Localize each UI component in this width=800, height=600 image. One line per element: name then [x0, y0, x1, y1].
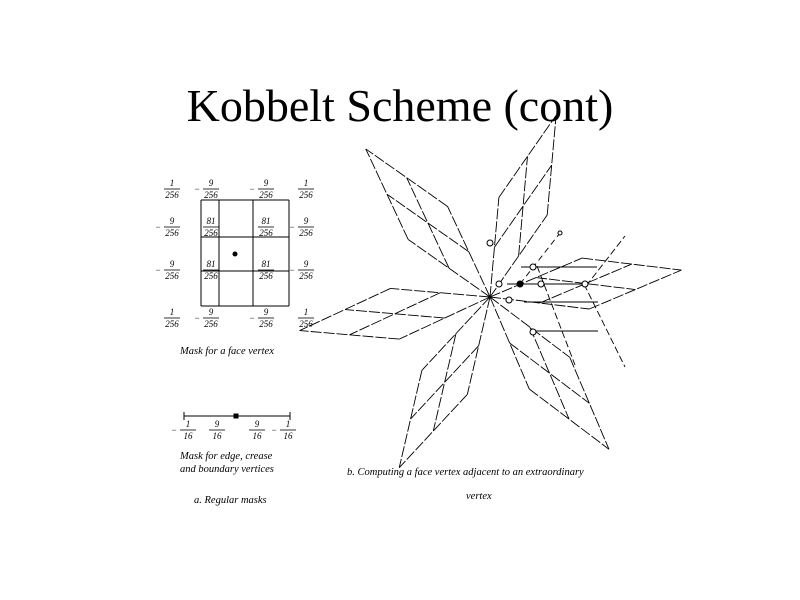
face-weight-14: [249, 307, 274, 329]
face-weight-7-sign: −: [288, 222, 296, 232]
face-mask-caption: Mask for a face vertex: [180, 346, 274, 357]
star-arm-4: [490, 115, 556, 297]
star-arm-1: [399, 297, 490, 468]
extraordinary-star-mesh: [300, 115, 682, 467]
face-weight-15-denominator: 256: [299, 319, 313, 329]
face-weight-3-denominator: 256: [299, 190, 313, 200]
face-weight-12: [164, 307, 180, 329]
edge-weight-0-denominator: 16: [183, 431, 193, 441]
regular-mesh-lines: [507, 233, 625, 367]
face-weight-6: [258, 216, 274, 238]
edge-weight-3-denominator: 16: [283, 431, 293, 441]
edge-weight-0-numerator: 1: [185, 419, 191, 429]
star-arm-3: [366, 149, 490, 297]
face-weight-14-numerator: 9: [263, 307, 269, 317]
face-vertex-dot: [233, 252, 238, 257]
face-weight-0-denominator: 256: [165, 190, 179, 200]
face-weight-6-denominator: 256: [259, 228, 273, 238]
face-weight-9-numerator: 81: [206, 259, 216, 269]
face-weight-5-denominator: 256: [204, 228, 218, 238]
face-weight-13-numerator: 9: [208, 307, 214, 317]
face-weight-13: [194, 307, 219, 329]
face-weight-11: [289, 259, 314, 281]
face-weight-10-numerator: 81: [261, 259, 271, 269]
face-weight-14-sign: −: [248, 313, 256, 323]
face-weight-7-denominator: 256: [299, 228, 313, 238]
face-weight-10-denominator: 256: [259, 271, 273, 281]
face-weight-6-numerator: 81: [261, 216, 271, 226]
face-weight-12-denominator: 256: [165, 319, 179, 329]
face-weight-12-numerator: 1: [169, 307, 175, 317]
face-weight-9: [203, 259, 219, 281]
slide-title: Kobbelt Scheme (cont): [186, 80, 614, 131]
edge-mask-caption-line2: and boundary vertices: [180, 464, 274, 475]
edge-weight-3: [271, 419, 296, 441]
face-weight-13-denominator: 256: [204, 319, 218, 329]
edge-mask-caption-line1: Mask for edge, crease: [180, 451, 273, 462]
face-weight-2-sign: −: [248, 184, 256, 194]
face-weight-7-numerator: 9: [303, 216, 309, 226]
edge-weight-2: [249, 419, 265, 441]
edge-weight-0: [171, 419, 196, 441]
face-weight-9-denominator: 256: [204, 271, 218, 281]
face-weight-7: [289, 216, 314, 238]
caption-b-line1: b. Computing a face vertex adjacent to an extraordinary: [347, 467, 584, 478]
face-weight-4-denominator: 256: [165, 228, 179, 238]
face-weight-4: [155, 216, 180, 238]
mesh-vertex-markers: [487, 231, 588, 335]
face-weight-15: [298, 307, 314, 329]
edge-weight-0-sign: −: [170, 425, 178, 435]
edge-weight-1: [209, 419, 225, 441]
edge-weight-2-denominator: 16: [252, 431, 262, 441]
edge-weight-1-denominator: 16: [212, 431, 222, 441]
face-weight-8: [155, 259, 180, 281]
face-weight-4-sign: −: [154, 222, 162, 232]
face-weight-11-sign: −: [288, 265, 296, 275]
face-weight-1-denominator: 256: [204, 190, 218, 200]
face-weight-8-numerator: 9: [169, 259, 175, 269]
face-weight-14-denominator: 256: [259, 319, 273, 329]
face-weight-1-sign: −: [193, 184, 201, 194]
face-weight-3-numerator: 1: [303, 178, 309, 188]
caption-a: a. Regular masks: [194, 495, 267, 506]
face-weight-0-numerator: 1: [169, 178, 175, 188]
face-weight-5-numerator: 81: [206, 216, 216, 226]
face-weight-4-numerator: 9: [169, 216, 175, 226]
face-weight-15-numerator: 1: [303, 307, 309, 317]
edge-weight-1-numerator: 9: [214, 419, 220, 429]
face-weight-8-sign: −: [154, 265, 162, 275]
edge-weight-2-numerator: 9: [254, 419, 260, 429]
face-weight-11-numerator: 9: [303, 259, 309, 269]
edge-weight-3-numerator: 1: [285, 419, 291, 429]
face-weight-1-numerator: 9: [208, 178, 214, 188]
edge-weight-3-sign: −: [270, 425, 278, 435]
face-weight-1: [194, 178, 219, 200]
caption-b-line2: vertex: [466, 491, 492, 502]
face-weight-5: [203, 216, 219, 238]
edge-mask-weights: [171, 419, 296, 441]
face-weight-10: [258, 259, 274, 281]
face-weight-2: [249, 178, 274, 200]
face-weight-0: [164, 178, 180, 200]
face-weight-11-denominator: 256: [299, 271, 313, 281]
face-weight-8-denominator: 256: [165, 271, 179, 281]
star-arm-2: [300, 288, 490, 339]
face-weight-13-sign: −: [193, 313, 201, 323]
face-weight-2-denominator: 256: [259, 190, 273, 200]
star-arm-0: [490, 297, 609, 449]
edge-vertex-dot: [234, 414, 239, 419]
face-weight-3: [298, 178, 314, 200]
face-weight-2-numerator: 9: [263, 178, 269, 188]
